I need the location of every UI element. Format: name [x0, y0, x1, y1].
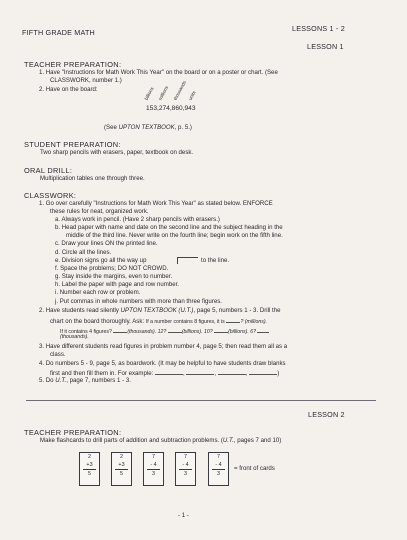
flashcards-caption: = front of cards — [234, 465, 275, 472]
rule-b: b. Head paper with name and date on the second line and the subject heading in the — [55, 224, 283, 231]
classwork-item-3-cont: class. — [50, 351, 66, 358]
lesson-2-teacher-prep-heading: TEACHER PREPARATION: — [24, 428, 122, 437]
rule-d: d. Circle all the lines. — [55, 249, 112, 256]
teacher-prep-heading: TEACHER PREPARATION: — [24, 60, 122, 69]
rule-g: g. Stay inside the margins, even to number. — [55, 273, 173, 280]
flashcard: 2 +3 5 — [111, 452, 132, 486]
lesson-2-label: LESSON 2 — [308, 410, 345, 419]
division-sign-example — [177, 257, 198, 264]
classwork-item-2: 2. Have students read silently UPTON TEXTBOOK (U.T.), page 5, numbers 1 - 3. Drill the — [39, 307, 281, 314]
classwork-item-2-cont: chart on the board thoroughly. Ask: If a number contains 8 figures, it is ? (millions). — [50, 318, 268, 325]
place-value-units: units — [187, 90, 197, 101]
student-prep-heading: STUDENT PREPARATION: — [24, 140, 121, 149]
course-title: FIFTH GRADE MATH — [22, 28, 95, 37]
flashcard: 7 - 4 3 — [175, 452, 196, 486]
rule-e-cont: to the line. — [201, 257, 230, 264]
rule-f: f. Space the problems; DO NOT CROWD. — [55, 265, 169, 272]
classwork-item-2-questions: If it contains 4 figures? (thousands). 12? (billions). 10? (billions). 6? — [60, 326, 269, 335]
flashcard: 7 - 4 3 — [208, 452, 229, 486]
rule-j: j. Put commas in whole numbers with more than three figures. — [55, 298, 222, 305]
teacher-prep-item-1-cont: CLASSWORK, number 1.) — [50, 77, 122, 84]
rule-b-cont: middle of the third line. Never write on the fourth line; begin work on the fifth line. — [66, 232, 283, 239]
oral-drill-heading: ORAL DRILL: — [24, 166, 73, 175]
classwork-heading: CLASSWORK: — [24, 191, 77, 200]
place-value-number: 153,274,860,943 — [146, 105, 196, 112]
place-value-thousands: thousands — [172, 79, 187, 101]
classwork-item-2-answer: (thousands). — [60, 334, 89, 340]
oral-drill-text: Multiplication tables one through three. — [40, 175, 145, 182]
teacher-prep-item-1: 1. Have "Instructions for Math Work This Year" on the board or on a poster or chart. (See — [39, 69, 278, 76]
rule-e: e. Division signs go all the way up — [55, 257, 147, 264]
section-divider — [26, 400, 376, 401]
place-value-millions: millions — [157, 85, 170, 101]
textbook-reference: (See UPTON TEXTBOOK, p. 5.) — [104, 124, 192, 131]
rule-i: i. Number each row or problem. — [55, 289, 141, 296]
classwork-item-5: 5. Do U.T., page 7, numbers 1 - 3. — [39, 377, 131, 384]
classwork-item-1-cont: these rules for neat, organized work. — [50, 208, 149, 215]
rule-a: a. Always work in pencil. (Have 2 sharp pencils with erasers.) — [55, 216, 220, 223]
page-number: - 1 - — [178, 512, 189, 519]
lessons-range: LESSONS 1 - 2 — [292, 24, 345, 33]
lesson-2-teacher-prep-text: Make flashcards to drill parts of addition and subtraction problems. (U.T., pages 7 and 10) — [40, 437, 282, 444]
rule-c: c. Draw your lines ON the printed line. — [55, 240, 158, 247]
place-value-billions: billions — [143, 86, 155, 101]
rule-h: h. Label the paper with page and row number. — [55, 281, 179, 288]
lesson-1-label: LESSON 1 — [307, 42, 344, 51]
classwork-item-3: 3. Have different students read figures in problem number 4, page 5; then read them all as a — [39, 343, 288, 350]
student-prep-text: Two sharp pencils with erasers, paper, textbook on desk. — [40, 149, 194, 156]
classwork-item-4-cont: first and then fill them in. For example: , , , ) — [50, 370, 280, 377]
flashcard: 7 - 4 3 — [143, 452, 164, 486]
classwork-item-4: 4. Do numbers 5 - 9, page 5, as boardwork. (It may be helpful to have students draw blanks — [39, 360, 286, 367]
flashcard: 2 +3 5 — [79, 452, 100, 486]
teacher-prep-item-2: 2. Have on the board: — [39, 86, 98, 93]
classwork-item-1: 1. Go over carefully "Instructions for Math Work This Year" as stated below. ENFORCE — [39, 200, 273, 207]
